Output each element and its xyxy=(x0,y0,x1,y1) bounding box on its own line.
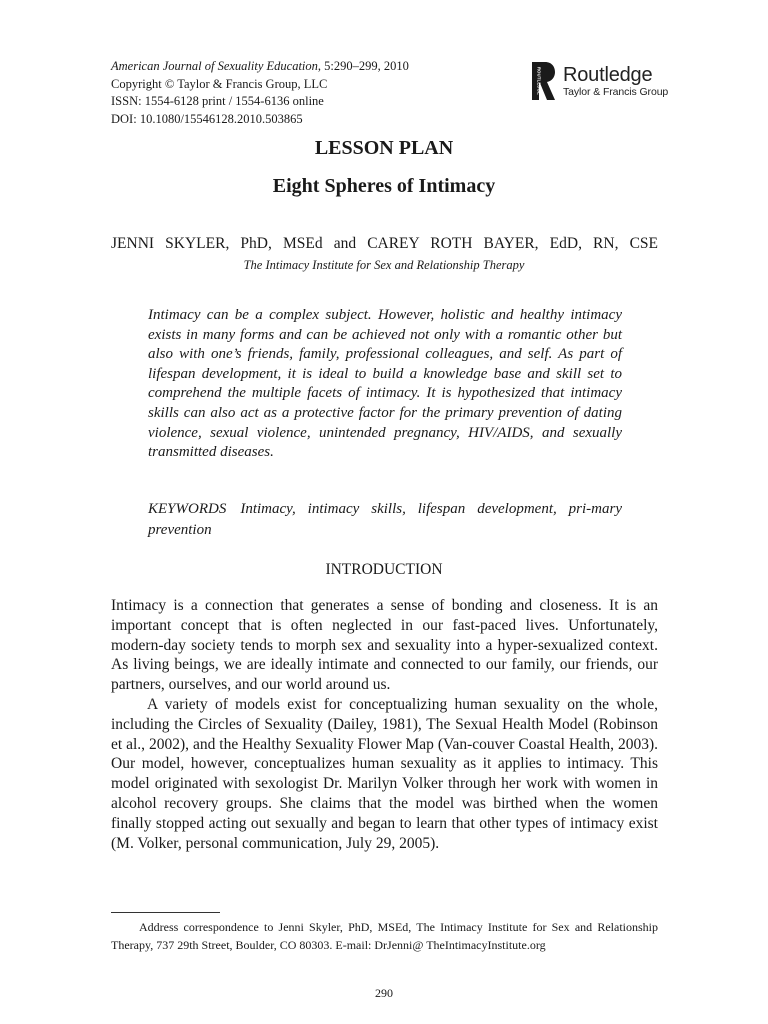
issn-line: ISSN: 1554-6128 print / 1554-6136 online xyxy=(111,94,324,108)
doi-line: DOI: 10.1080/15546128.2010.503865 xyxy=(111,111,303,126)
correspondence-footnote: Address correspondence to Jenni Skyler, PhD, MSEd, The Intimacy Institute for Sex and Relationship Therapy, 737 29th Street, Boulder, CO 80303. E-mail: DrJenni@ TheIntimacyInstitute.org xyxy=(111,920,658,952)
publisher-text xyxy=(563,64,668,99)
keywords-line xyxy=(148,499,622,541)
article-authors: JENNI SKYLER, PhD, MSEd and CAREY ROTH BAYER, EdD, RN, CSE xyxy=(111,235,658,252)
keywords-list: Intimacy, intimacy skills, lifespan development, pri-mary prevention xyxy=(148,501,622,538)
keywords-label: KEYWORDS xyxy=(148,501,227,517)
journal-name: American Journal of Sexuality Education xyxy=(111,59,318,73)
article-title: Eight Spheres of Intimacy xyxy=(272,175,496,197)
article-type-label: LESSON PLAN xyxy=(314,137,454,159)
journal-citation-line xyxy=(111,58,409,76)
journal-volume-pages: , 5:290–299, 2010 xyxy=(317,59,409,73)
body-text xyxy=(111,596,658,853)
article-abstract: Intimacy can be a complex subject. However, holistic and healthy intimacy exists in many forms and can be achieved not only with a romantic other but also with one’s friends, family, professional colleagues, and self. As part of lifespan development, it is ideal to build a knowledge base and skill set to comprehend the multiple facets of intimacy. It is hypothesized that intimacy skills can also act as a protective factor for the primary prevention of dating violence, sexual violence, unintended pregnancy, HIV/AIDS, and sexually transmitted diseases. xyxy=(148,307,622,461)
journal-masthead xyxy=(111,58,409,128)
publisher-name: Routledge xyxy=(563,63,653,86)
routledge-r-logo-icon xyxy=(530,60,556,102)
publisher-logo-block xyxy=(530,60,668,102)
publisher-group: Taylor & Francis Group xyxy=(563,85,669,98)
author-affiliation: The Intimacy Institute for Sex and Relationship Therapy xyxy=(243,258,525,272)
body-paragraph: Intimacy is a connection that generates a sense of bonding and closeness. It is an important concept that is often neglected in our fast-paced lives. Unfortunately, modern-day society tends to morph sex and sexuality into a hyper-sexualized context. As living beings, we are ideally intimate and connected to our family, our friends, our partners, ourselves, and our world around us. xyxy=(111,597,658,694)
footnote-divider xyxy=(111,912,220,913)
logo-vertical-text: ROUTLEDGE xyxy=(536,66,542,96)
section-heading-introduction: INTRODUCTION xyxy=(325,561,443,578)
body-paragraph: A variety of models exist for conceptualizing human sexuality on the whole, including the Circles of Sexuality (Dailey, 1981), The Sexual Health Model (Robinson et al., 2002), and the Healthy Sexuality Flower Map (Van-couver Coastal Health, 2003). Our model, however, conceptualizes human sexuality as it applies to intimacy. This model originated with sexologist Dr. Marilyn Volker through her work with women in alcohol recovery groups. She claims that the model was birthed when the women finally stopped acting out sexually and began to learn that other types of intimacy exist (M. Volker, personal communication, July 29, 2005). xyxy=(111,695,658,852)
page-number: 290 xyxy=(375,986,393,1000)
copyright-line: Copyright © Taylor & Francis Group, LLC xyxy=(111,76,328,91)
